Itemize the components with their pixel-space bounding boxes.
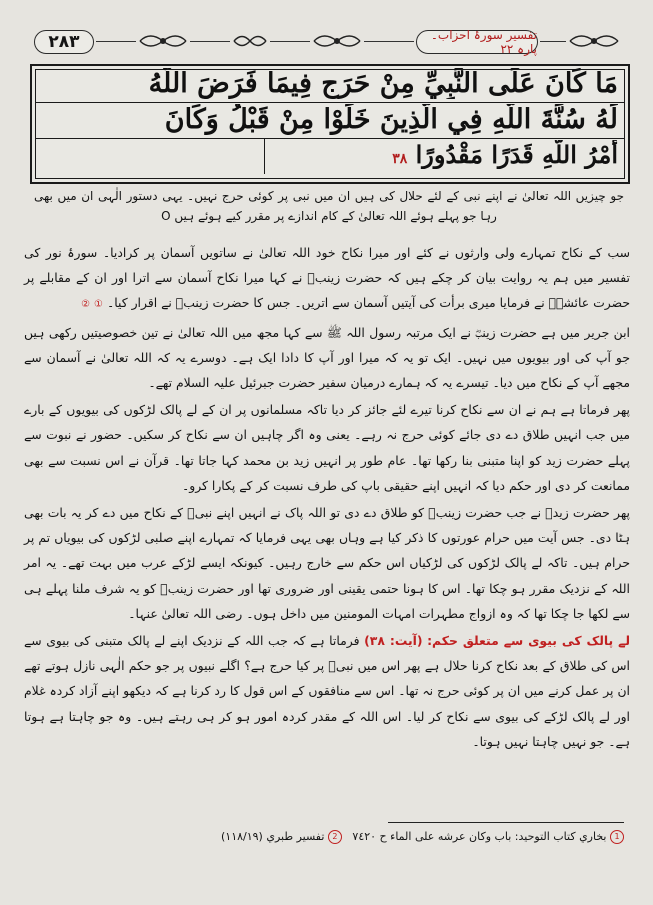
footnote-marker: ② [81, 299, 91, 311]
verse-number: ۳۸ [392, 151, 408, 167]
ornament-icon [232, 30, 268, 52]
verse-line-3 [278, 140, 618, 169]
paragraph: پھر فرماتا ہے ہم نے ان سے نکاح کرنا تیرے لئے جائز کر دیا تاکہ مسلمانوں پر ان کے لے پالک لڑکوں کی بیویوں کے بارے میں جب انہیں طلاق دے دی جائے کوئی حرج نہ رہے۔ یعنی وہ اگر چاہیں ان سے نکاح کر سکیں۔ حضور نے نبوت سے پہلے حضرت زید کو اپنا متبنی بنا رکھا تھا۔ عام طور پر انہیں زید بن محمد کہا جاتا تھا۔ قرآن نے اس نسبت سے بھی ممانعت کر دی اور حکم دیا کہ انہیں اپنے حقیقی باپ کی طرف نسبت کر کے پکارا کرو۔ [24, 402, 630, 493]
paragraph: پھر حضرت زیدؓ نے جب حضرت زینبؓ کو طلاق دے دی تو اللہ پاک نے انہیں اپنے نبیؐ کے نکاح میں دے کر یہ بات بھی ہٹا دی۔ جس آیت میں حرام عورتوں کا ذکر کیا ہے وہاں بھی یہی فرمایا کہ تمہارے اپنے صلبی لڑکوں کی بیویاں تم پر حرام ہیں۔ تاکہ لے پالک لڑکوں کی لڑکیاں اس حکم سے خارج رہیں۔ کیونکہ ایسے لڑکے عرب میں بہت تھے۔ یہ امر اللہ کے نزدیک مقرر ہو چکا تھا۔ اس کا ہونا حتمی یقینی اور ضروری تھا اور حضرت زینبؓ کو یہ شرف ملنا پہلے ہی سے لکھا جا چکا تھا کہ وہ ازواج مطہرات امہات المومنین میں داخل ہوں۔ رضی اللہ تعالیٰ عنہا۔ [24, 505, 630, 621]
footnote-text: بخاري كتاب التوحيد: باب وكان عرشه على الماء ح ٧٤٢٠ [352, 830, 607, 843]
paragraph [24, 628, 630, 754]
verse-translation: جو چیزیں اللہ تعالیٰ نے اپنے نبی کے لئے حلال کی ہیں ان میں نبی پر کوئی حرج نہیں۔ یہی دستور الٰہی ان میں بھی رہا جو پہلے ہوئے اللہ تعالیٰ کے کام اندازے پر مقرر کیے ہوئے ہیں O [34, 189, 624, 223]
paragraph [24, 240, 630, 318]
paragraph-text: فرماتا ہے کہ جب اللہ کے نزدیک اپنے لے پالک متبنی کی بیوی سے اس کی طلاق کے بعد نکاح کرنا حلال ہے پھر اس میں نبیؐ پر کیا حرج ہے؟ اگلے نبیوں پر جو حکم الٰہی نازل ہوتے تھے ان پر عمل کرنے میں ان پر کوئی حرج نہ تھا۔ اس سے منافقوں کے اس قول کا رد کرنا ہے کہ دیکھو اپنے آزاد کردہ غلام اور لے پالک لڑکے کی بیوی سے نکاح کر لیا۔ اس اللہ کے مقدر کردہ امور ہو کر ہی رہتے ہیں۔ وہ جو چاہتا ہے ہوتا ہے۔ جو نہیں چاہتا نہیں ہوتا۔ [24, 633, 630, 749]
ornament-icon [138, 30, 188, 52]
verse-divider [35, 102, 625, 103]
footnote-rule [388, 822, 624, 823]
footnote-number: 1 [610, 830, 624, 844]
page-header [34, 24, 622, 64]
header-rule [540, 41, 566, 42]
footnotes [24, 828, 624, 846]
footnote-number: 2 [328, 830, 342, 844]
paragraph: ابن جریر میں ہے حضرت زینبؓ نے ایک مرتبہ رسول اللہ ﷺ سے کہا مجھ میں اللہ تعالیٰ نے تین خصوصیتیں رکھی ہیں جو آپ کی اور بیویوں میں نہیں۔ ایک تو یہ کہ میرا اور آپ کا دادا ایک ہے۔ دوسرے یہ کہ اللہ تعالیٰ نے آسمان سے مجھے آپ کے نکاح میں دیا۔ تیسرے یہ کہ ہمارے درمیان سفیر حضرت جبرئیل علیہ السلام تھے۔ [24, 324, 630, 391]
section-title: تفسیر سورۂ احزاب۔ پارہ ۲۲ [416, 30, 538, 54]
page-number: ۲۸۳ [34, 30, 94, 54]
section-heading: لے پالک کی بیوی سے متعلق حکم: [427, 633, 630, 649]
ornament-icon [568, 30, 620, 52]
verse-reference: (آیت: ۳۸) [364, 633, 423, 649]
verse-line-3-text: أَمْرُ اللَّهِ قَدَرًا مَقْدُورًا [415, 140, 618, 169]
commentary-body [24, 240, 630, 756]
header-rule [270, 41, 310, 42]
footnote-marker: ① [94, 299, 103, 311]
paragraph-text: سب کے نکاح تمہارے ولی وارثوں نے کئے اور میرا نکاح خود اللہ تعالیٰ نے ساتویں آسمان پر کرادیا۔ سورۂ نور کی تفسیر میں ہم یہ روایت بیان کر چکے ہیں کہ حضرت زینبؓ نے کہا میرا نکاح آسمان سے اترا اور ان کے مقابلے پر حضرت عائشہؓ نے فرمایا میری برأت کی آیتیں آسمان سے اتریں۔ جس کا حضرت زینبؓ نے اقرار کیا۔ [24, 245, 630, 311]
ornament-icon [312, 30, 362, 52]
quran-verse-block [30, 64, 630, 184]
header-rule [190, 41, 230, 42]
header-rule [364, 41, 414, 42]
verse-line-2: لَهُ سُنَّةَ اللَّهِ فِي الَّذِينَ خَلَوْا مِنْ قَبْلُ وَكَانَ [164, 104, 618, 135]
verse-line-1: مَا كَانَ عَلَى النَّبِيِّ مِنْ حَرَجٍ فِيمَا فَرَضَ اللَّهُ [148, 68, 618, 99]
header-rule [96, 41, 136, 42]
footnote-text: تفسير طبري (١١٨/١٩) [221, 830, 325, 843]
